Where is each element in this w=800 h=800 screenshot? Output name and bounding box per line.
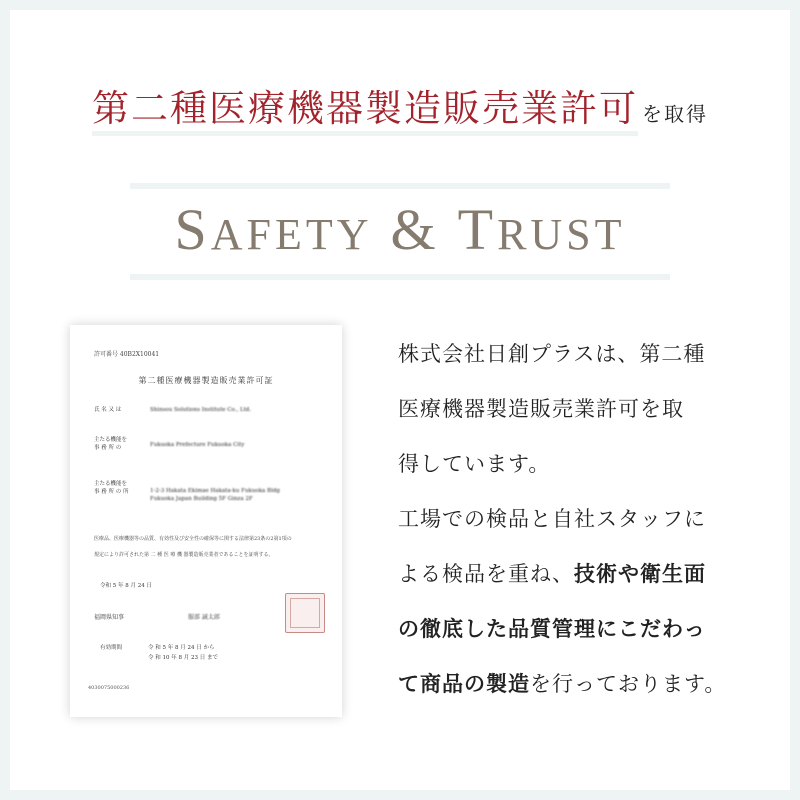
certificate-title: 第二種医療機器製造販売業許可証 <box>138 376 274 385</box>
heading-suffix-text: を取得 <box>642 102 708 126</box>
row3-label-b: 事 務 所 の 所 <box>94 489 129 495</box>
description-line-7-bold: て商品の製造 <box>398 672 530 696</box>
banner-ampersand: & <box>390 197 440 262</box>
safety-trust-banner <box>130 196 670 263</box>
description-line-5-plain: よる検品を重ね、 <box>398 562 574 586</box>
description-line-7 <box>398 674 726 695</box>
row1-label: 氏 名 又 は <box>94 407 122 413</box>
description-line-5-bold: 技術や衛生面 <box>574 562 706 586</box>
description-line-3: 得しています。 <box>398 452 551 476</box>
governor-label: 福岡県知事 <box>94 614 125 621</box>
description-line-6 <box>398 619 706 640</box>
description-line-2: 医療機器製造販売業許可を取 <box>398 397 684 421</box>
valid-to: 令 和 10 年 8 月 23 日 まで <box>148 655 218 661</box>
banner-bottom-rule <box>130 274 670 280</box>
governor-name: 服部 誠太郎 <box>188 614 220 621</box>
banner-top-rule <box>130 183 670 189</box>
official-seal-icon <box>285 593 325 633</box>
license-certificate-image <box>70 325 342 717</box>
certificate-footer-number: 4030075000236 <box>88 685 130 691</box>
row2-label-b: 事 務 所 の <box>94 445 122 451</box>
row3-label-a: 主たる機能を <box>94 481 128 487</box>
banner-letter-s: S <box>174 197 211 262</box>
banner-word-rust: RUST <box>497 210 626 259</box>
description-line-4: 工場での検品と自社スタッフに <box>398 507 706 531</box>
row2-value: Fukuoka Prefecture Fukuoka City <box>150 442 245 448</box>
issue-date: 令和 5 年 8 月 24 日 <box>100 583 152 589</box>
description-line-6-bold: の徹底した品質管理にこだわっ <box>398 617 706 641</box>
row2-label-a: 主たる機能を <box>94 437 128 443</box>
certificate-body-line2: 規定により許可された第 二 種 医 療 機 器製造販売業者であることを証明する。 <box>94 552 274 558</box>
description-line-7-plain: を行っております。 <box>530 672 727 696</box>
description-line-1: 株式会社日創プラスは、第二種 <box>398 342 706 366</box>
heading-main-text: 第二種医療機器製造販売業許可 <box>92 78 638 132</box>
permit-number: 許可番号 40B2X10041 <box>94 351 160 358</box>
description-line-5 <box>398 564 706 585</box>
row3-value-b: Fukuoka Japan Building 5F Ginza 2F <box>150 496 253 502</box>
valid-period-label: 有効期間 <box>100 645 123 651</box>
page-heading <box>0 78 800 132</box>
valid-from: 令 和 5 年 8 月 24 日 から <box>148 645 215 651</box>
banner-letter-t: T <box>457 197 498 262</box>
row1-value: Shinsou Solutions Institute Co., Ltd. <box>150 407 252 413</box>
banner-word-afety: AFETY <box>210 210 373 259</box>
certificate-body-line1: 医療品、医療機器等の品質、有効性及び安全性の確保等に関する法律第23条の2第1項の <box>94 536 292 542</box>
row3-value-a: 1-2-3 Hakata Ekimae Hakata-ku Fukuoka Bldg <box>150 488 280 494</box>
